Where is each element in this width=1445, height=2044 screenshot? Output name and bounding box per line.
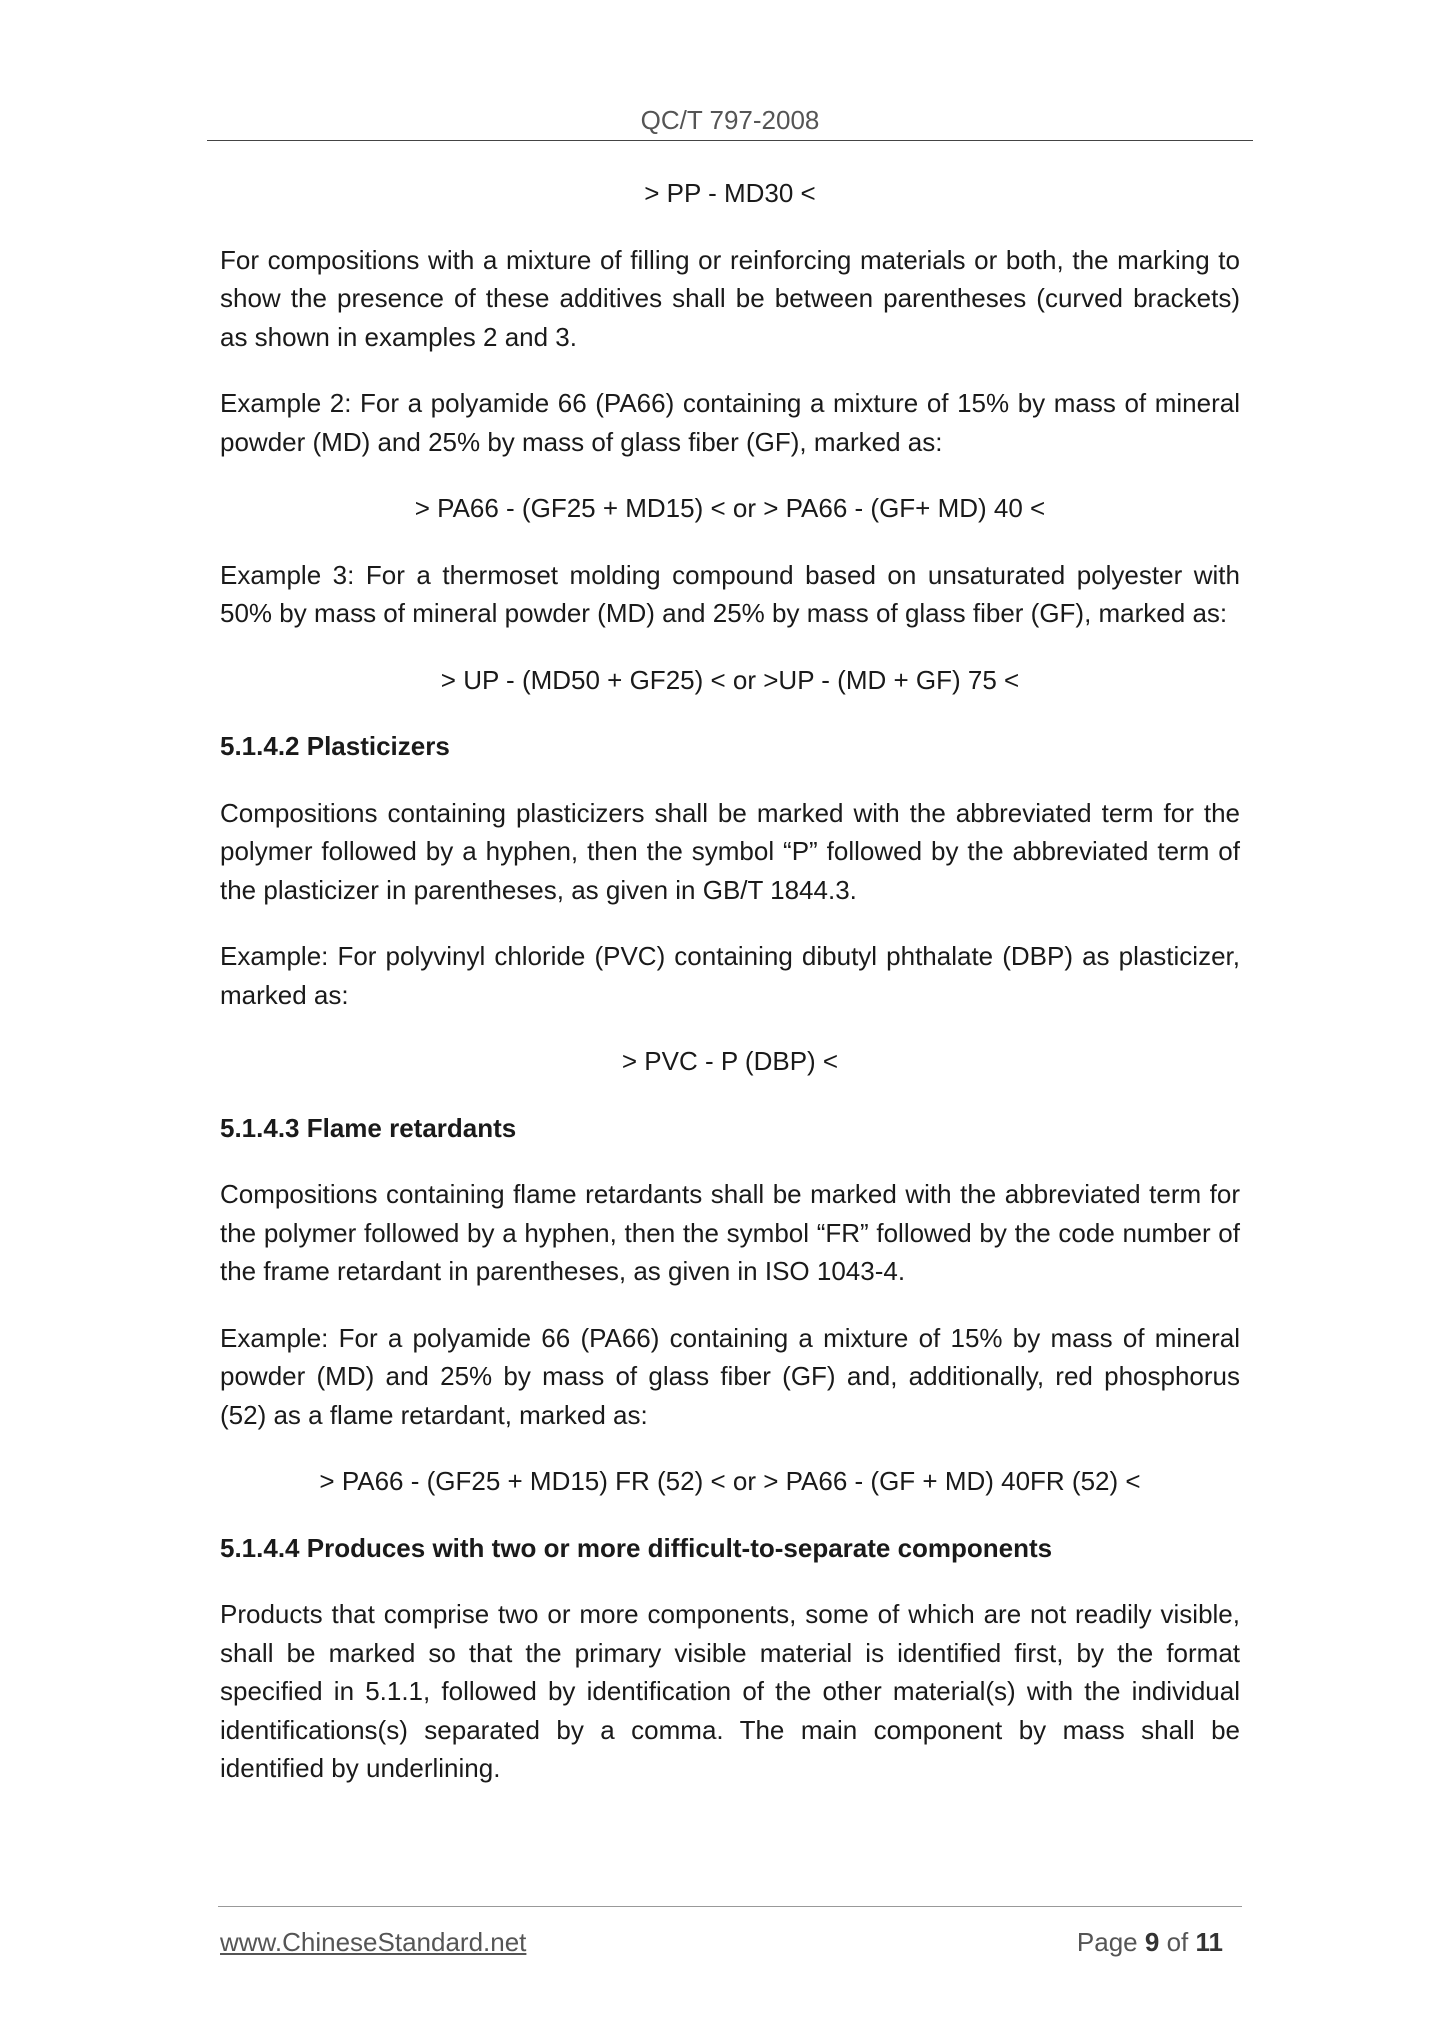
section-heading-components: 5.1.4.4 Produces with two or more difficult-to-separate components: [220, 1532, 1053, 1563]
paragraph-example-pa66-fr: Example: For a polyamide 66 (PA66) containing a mixture of 15% by mass of mineral powder (MD) and 25% by mass of glass fiber (GF) and, additionally, red phosphorus (52) as a flame retardant, marked as:: [220, 1322, 1240, 1430]
paragraph-example-2: Example 2: For a polyamide 66 (PA66) containing a mixture of 15% by mass of mineral powder (MD) and 25% by mass of glass fiber (GF), marked as:: [220, 388, 1240, 457]
page-word: Page: [1076, 1927, 1138, 1957]
header-divider: [207, 140, 1253, 141]
footer-website-link[interactable]: www.ChineseStandard.net: [220, 1927, 527, 1957]
formula-pa66-gf-md: > PA66 - (GF25 + MD15) < or > PA66 - (GF+ MD) 40 <: [414, 493, 1046, 523]
paragraph-components: Products that comprise two or more components, some of which are not readily visible, shall be marked so that the primary visible material is identified first, by the format specified in 5.1.1, followed by identification of the other material(s) with the individual identifications(s) separated by a comma. The main component by mass shall be identified by underlining.: [220, 1599, 1240, 1783]
section-heading-flame-retardants: 5.1.4.3 Flame retardants: [220, 1112, 517, 1143]
formula-pa66-fr: > PA66 - (GF25 + MD15) FR (52) < or > PA66 - (GF + MD) 40FR (52) <: [319, 1466, 1141, 1496]
document-body: [220, 174, 1240, 1816]
page-current: 9: [1144, 1927, 1160, 1957]
page-header-title: QC/T 797-2008: [640, 105, 820, 135]
paragraph-flame-retardants: Compositions containing flame retardants shall be marked with the abbreviated term for the polymer followed by a hyphen, then the symbol “FR” followed by the code number of the frame retardant in parentheses, as given in ISO 1043-4.: [220, 1179, 1240, 1286]
page-of: of: [1166, 1927, 1189, 1957]
section-heading-plasticizers: 5.1.4.2 Plasticizers: [220, 731, 450, 761]
page-number: [1077, 1926, 1223, 1958]
paragraph-example-pvc: Example: For polyvinyl chloride (PVC) containing dibutyl phthalate (DBP) as plasticizer, marked as:: [220, 941, 1240, 1010]
formula-pvc-dbp: > PVC - P (DBP) <: [621, 1046, 839, 1076]
page-total: 11: [1195, 1927, 1223, 1957]
formula-pp-md30: > PP - MD30 <: [644, 178, 816, 208]
formula-up-md-gf: > UP - (MD50 + GF25) < or >UP - (MD + GF) 75 <: [440, 664, 1020, 695]
footer-divider: [218, 1906, 1242, 1907]
paragraph-mixture-marking: For compositions with a mixture of filling or reinforcing materials or both, the marking to show the presence of these additives shall be between parentheses (curved brackets) as shown in examples 2 and 3.: [220, 244, 1240, 352]
paragraph-example-3: Example 3: For a thermoset molding compound based on unsaturated polyester with 50% by mass of mineral powder (MD) and 25% by mass of glass fiber (GF), marked as:: [220, 559, 1240, 628]
paragraph-plasticizers: Compositions containing plasticizers shall be marked with the abbreviated term for the polymer followed by a hyphen, then the symbol “P” followed by the abbreviated term of the plasticizer in parentheses, as given in GB/T 1844.3.: [220, 797, 1240, 905]
